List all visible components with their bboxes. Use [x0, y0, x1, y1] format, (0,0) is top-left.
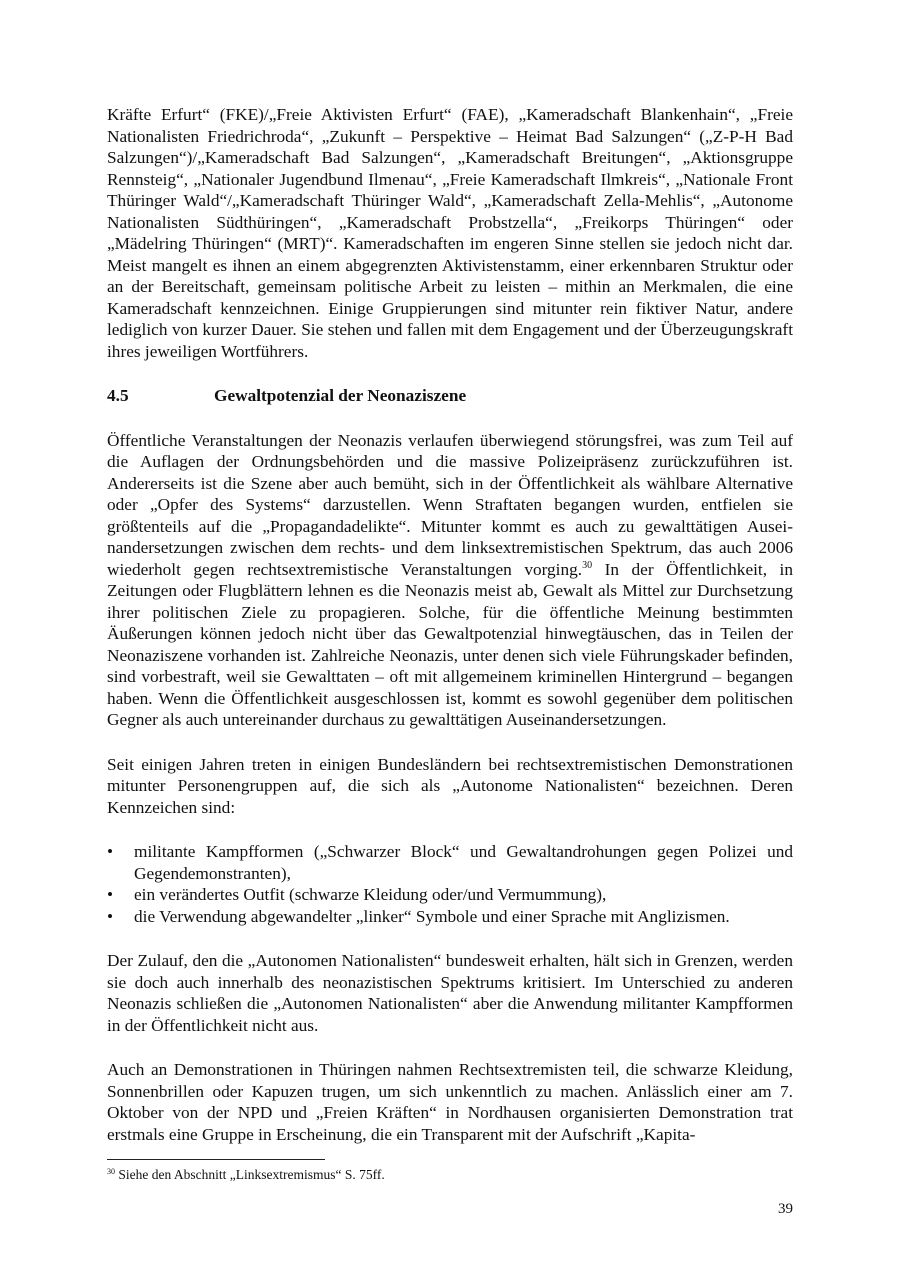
paragraph-text-part: In der Öffentlichkeit, in Zeitungen oder Flugblättern lehnen es die Neonazis meist ab, Gewalt als Mittel zur Durchsetzung ihrer politischen Ziele zu propagieren. Solche, für die öffentliche Meinung bestimmten Äußerungen können jedoch nicht über das Gewaltpotenzial hinwegtäuschen, das in Teilen der Neonaziszene vorhanden ist. Zahlreiche Neonazis, unter denen sich viele Führungskader befinden, sind vorbestraft, weil sie Gewalttaten – oft mit allgemeinem kriminellen Hintergrund – begangen haben. Wenn die Öffentlichkeit ausgeschlossen ist, kommt es sowohl gegenüber dem politischen Gegner als auch untereinander durchaus zu gewalttätigen Auseinandersetzungen. — [107, 559, 793, 729]
list-item-text: die Verwendung abgewandelter „linker“ Symbole und einer Sprache mit Anglizismen. — [134, 906, 730, 926]
section-title: Gewaltpotenzial der Neonaziszene — [214, 386, 467, 405]
footnote-number: 30 — [107, 1167, 115, 1176]
bullet-icon: • — [107, 906, 114, 926]
bullet-list — [107, 841, 793, 927]
footnote-reference[interactable]: 30 — [582, 559, 593, 571]
list-item — [107, 884, 793, 906]
paragraph-text-part: Öffentliche Veranstaltungen der Neonazis verlaufen überwiegend störungsfrei, was zum Teil auf die Auflagen der Ordnungsbehörden und die massive Polizeipräsenz zurückzuführen ist. Andererseits ist die Szene aber auch bemüht, sich in der Öffentlichkeit als wählbare Alternative oder „Opfer des Systems“ darzustellen. Wenn Straftaten begangen wurden, entfielen sie größtenteils auf die „Propagandadelikte“. Mitunter kommt es auch zu gewalttätigen Auseinandersetzungen zwischen dem rechts- und dem linksextremistischen Spektrum, das auch 2006 wiederholt gegen rechtsextremistische Veranstaltungen vorging. — [107, 430, 793, 579]
list-item-text: militante Kampfformen („Schwarzer Block“ und Gewaltandrohungen gegen Polizei und Gegendemonstranten), — [134, 842, 793, 883]
footnote-divider — [107, 1159, 325, 1160]
footnote — [107, 1167, 385, 1183]
paragraph-zulauf: Der Zulauf, den die „Autonomen Nationalisten“ bundesweit erhalten, hält sich in Grenzen, werden sie doch auch innerhalb des neonazistischen Spektrums kritisiert. Im Unterschied zu anderen Neonazis schließen die „Autonomen Nationalisten“ aber die Anwendung militanter Kampfformen in der Öffentlichkeit nicht aus. — [107, 951, 793, 1035]
paragraph-kameradschaften: Kräfte Erfurt“ (FKE)/„Freie Aktivisten Erfurt“ (FAE), „Kameradschaft Blankenhain“, „Freie Nationalisten Friedrichroda“, „Zukunft – Perspektive – Heimat Bad Salzungen“ („Z-P-H Bad Salzungen“)/„Kameradschaft Bad Salzungen“, „Kameradschaft Breitungen“, „Aktionsgruppe Rennsteig“, „Nationaler Jugendbund Ilmenau“, „Freie Kameradschaft Ilmkreis“, „Nationale Front Thüringer Wald“/„Kameradschaft Thüringer Wald“, „Kameradschaft Zella-Mehlis“, „Autonome Nationalisten Südthüringen“, „Kameradschaft Probstzella“, „Freikorps Thüringen“ oder „Mädelring Thüringen“ (MRT)“. Kameradschaften im engeren Sinne stellen sie jedoch nicht dar. Meist mangelt es ihnen an einem abgegrenzten Aktivistenstamm, einer erkennbaren Struktur oder an der Bereitschaft, gemeinsam politische Arbeit zu leisten – mithin an Merkmalen, die eine Kameradschaft kennzeichnen. Einige Gruppierungen sind mitunter rein fiktiver Natur, andere lediglich von kurzer Dauer. Sie stehen und fallen mit dem Engagement und der Überzeugungskraft ihres jeweiligen Wortführers. — [107, 105, 793, 361]
paragraph-gewaltpotenzial — [107, 430, 793, 731]
list-item — [107, 841, 793, 884]
footnote-text: Siehe den Abschnitt „Linksextremismus“ S. 75ff. — [115, 1167, 385, 1182]
paragraph-autonome-nationalisten: Seit einigen Jahren treten in einigen Bundesländern bei rechtsextremistischen Demonstrationen mitunter Personengruppen auf, die sich als „Autonome Nationalisten“ bezeichnen. Deren Kennzeichen sind: — [107, 754, 793, 817]
section-number: 4.5 — [107, 386, 129, 405]
bullet-icon: • — [107, 885, 114, 904]
list-item — [107, 906, 793, 928]
section-heading — [107, 385, 793, 407]
list-item-text: ein verändertes Outfit (schwarze Kleidung oder/und Vermummung), — [134, 885, 607, 904]
paragraph-demonstrationen-thueringen: Auch an Demonstrationen in Thüringen nahmen Rechtsextremisten teil, die schwarze Kleidung, Sonnenbrillen oder Kapuzen trugen, um sich unkenntlich zu machen. Anlässlich einer am 7. Oktober von der NPD und „Freien Kräften“ in Nordhausen organisierten Demonstration trat erstmals eine Gruppe in Erscheinung, die ein Transparent mit der Aufschrift „Kapita- — [107, 1060, 793, 1144]
bullet-icon: • — [107, 842, 114, 861]
page-content — [107, 104, 793, 1168]
page-number: 39 — [778, 1201, 793, 1217]
